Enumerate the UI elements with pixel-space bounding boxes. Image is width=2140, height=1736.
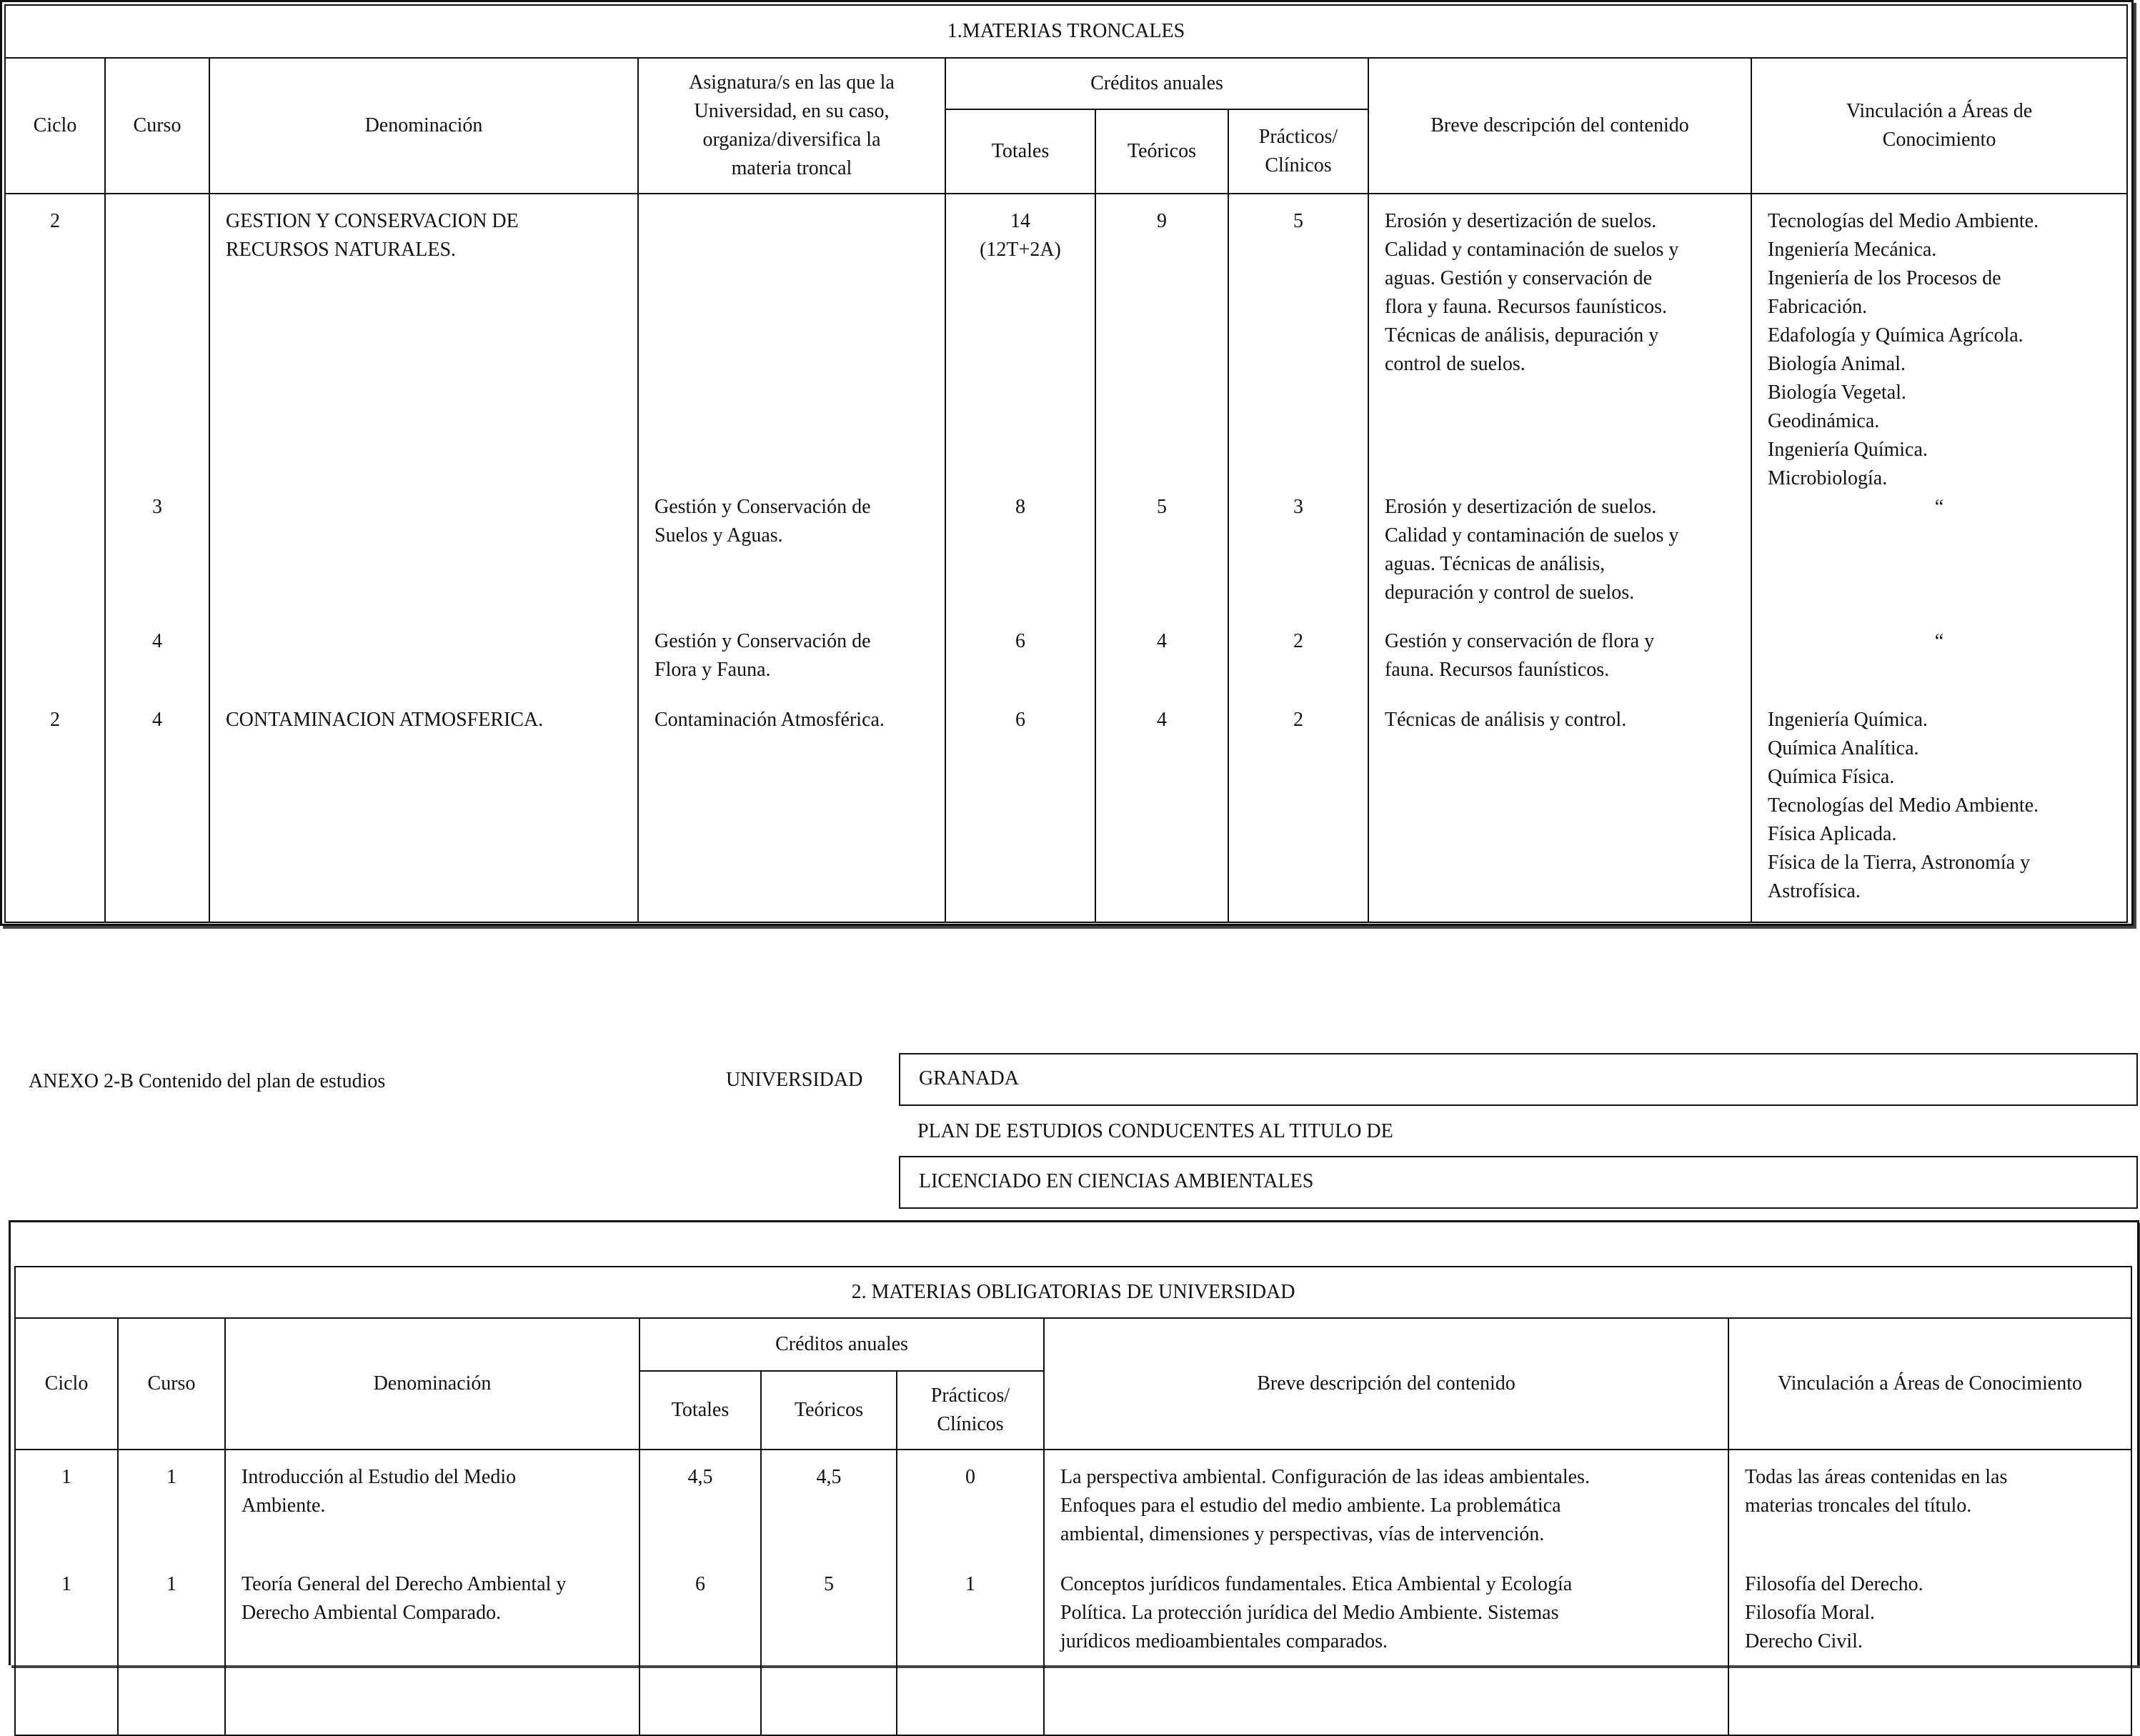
table2-title: 2. MATERIAS OBLIGATORIAS DE UNIVERSIDAD [15,1267,2131,1318]
header2-totales: Totales [639,1371,761,1450]
col-descripcion: Erosión y desertización de suelos. Calidad y contaminación de suelos y aguas. Gestión y conservación de flora y fauna. Recursos faunísticos. Técnicas de análisis, depuración y control de suelos. Erosión y desertización de suelos. Calidad y contaminación de suelos y aguas. Técnicas de análisis, depuración y control de suelos. Gestión y conservación de flora y fauna. Recursos faunísticos. Técnicas de análisis y control. [1368,194,1751,922]
header-denominacion: Denominación [209,58,638,194]
header-descripcion: Breve descripción del contenido [1368,58,1751,194]
col2-totales: 4,5 6 [639,1450,761,1735]
header2-teoricos: Teóricos [761,1371,897,1450]
header-totales: Totales [945,109,1095,194]
col2-practicos: 0 1 [897,1450,1044,1735]
titulo-value: LICENCIADO EN CIENCIAS AMBIENTALES [919,1170,1314,1192]
col-practicos: 5 3 2 2 [1228,194,1368,922]
header2-vinculacion: Vinculación a Áreas de Conocimiento [1728,1318,2131,1450]
header-vinculacion: Vinculación a Áreas de Conocimiento [1751,58,2127,194]
header2-descripcion: Breve descripción del contenido [1044,1318,1728,1450]
col2-curso: 1 1 [118,1450,225,1735]
col-curso: 3 4 4 [105,194,209,922]
col-teoricos: 9 5 4 4 [1095,194,1228,922]
anexo-label: ANEXO 2-B Contenido del plan de estudios [29,1070,386,1092]
header2-curso: Curso [118,1318,225,1450]
header-asignatura: Asignatura/s en las que la Universidad, en su caso, organiza/diversifica la materia troncal [638,58,945,194]
header2-practicos: Prácticos/ Clínicos [897,1371,1044,1450]
header2-denominacion: Denominación [225,1318,639,1450]
header-teoricos: Teóricos [1095,109,1228,194]
titulo-box [899,1156,2138,1209]
header2-ciclo: Ciclo [15,1318,118,1450]
header-practicos: Prácticos/ Clínicos [1228,109,1368,194]
header-curso: Curso [105,58,209,194]
col-ciclo: 2 2 [5,194,105,922]
obligatorias-table [14,1266,2132,1736]
col2-descripcion: La perspectiva ambiental. Configuración de las ideas ambientales. Enfoques para el estudio del medio ambiente. La problemática ambiental, dimensiones y perspectivas, vías de intervención. Conceptos jurídicos fundamentales. Etica Ambiental y Ecología Política. La protección jurídica del Medio Ambiente. Sistemas jurídicos medioambientales comparados. [1044,1450,1728,1735]
header-ciclo: Ciclo [5,58,105,194]
table-title: 1.MATERIAS TRONCALES [5,5,2127,58]
col-vinculacion: Tecnologías del Medio Ambiente. Ingeniería Mecánica. Ingeniería de los Procesos de Fabricación. Edafología y Química Agrícola. Biología Animal. Biología Vegetal. Geodinámica. Ingeniería Química. Microbiología. “ “ Ingeniería Química. Química Analítica. Química Física. Tecnologías del Medio Ambiente. Física Aplicada. Física de la Tierra, Astronomía y Astrofísica. [1751,194,2127,922]
header-creditos: Créditos anuales [945,58,1368,109]
col-denominacion: GESTION Y CONSERVACION DE RECURSOS NATURALES. CONTAMINACION ATMOSFERICA. [209,194,638,922]
universidad-value: GRANADA [919,1067,1019,1089]
universidad-label: UNIVERSIDAD [726,1069,863,1091]
col-totales: 14 (12T+2A) 8 6 6 [945,194,1095,922]
col2-ciclo: 1 1 [15,1450,118,1735]
troncales-table [4,4,2128,923]
col2-denominacion: Introducción al Estudio del Medio Ambiente. Teoría General del Derecho Ambiental y Derecho Ambiental Comparado. [225,1450,639,1735]
plan-label: PLAN DE ESTUDIOS CONDUCENTES AL TITULO DE [917,1120,1393,1142]
universidad-box [899,1053,2138,1106]
col-asignatura: Gestión y Conservación de Suelos y Aguas. Gestión y Conservación de Flora y Fauna. Contaminación Atmosférica. [638,194,945,922]
header2-creditos: Créditos anuales [639,1318,1044,1371]
col2-teoricos: 4,5 5 [761,1450,897,1735]
col2-vinculacion: Todas las áreas contenidas en las materias troncales del título. Filosofía del Derecho. Filosofía Moral. Derecho Civil. [1728,1450,2131,1735]
